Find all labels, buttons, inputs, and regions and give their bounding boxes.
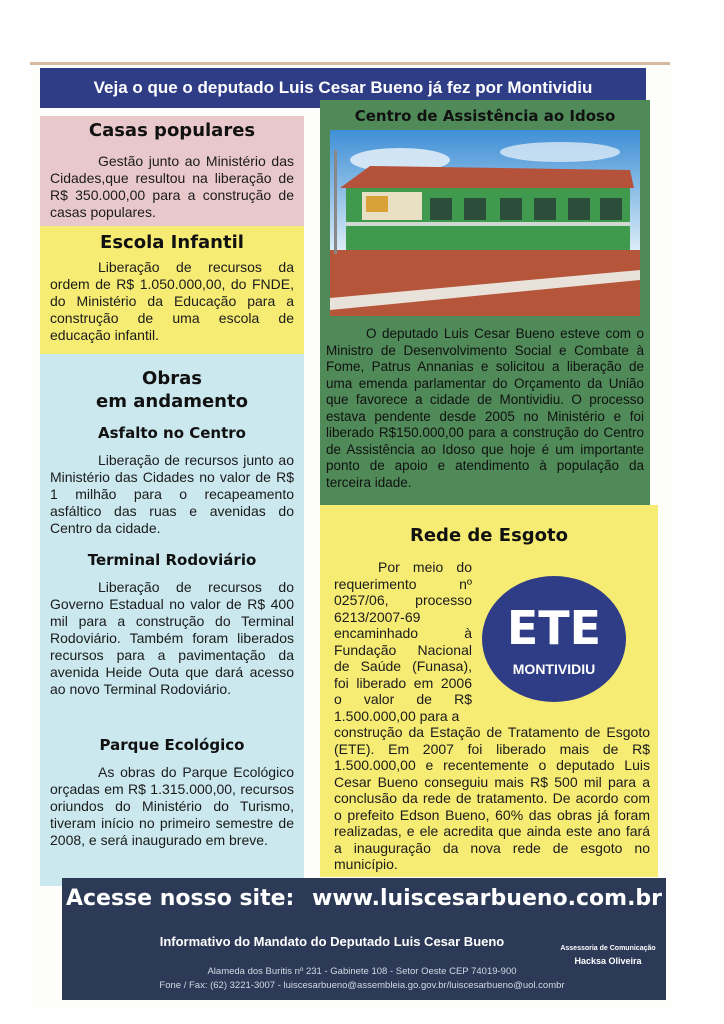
site-url[interactable]: www.luiscesarbueno.com.br bbox=[312, 886, 663, 911]
cloud bbox=[500, 142, 620, 162]
window bbox=[568, 198, 590, 220]
esgoto-title: Rede de Esgoto bbox=[409, 525, 569, 546]
obras-title-line2: em andamento bbox=[96, 391, 248, 412]
header-banner: Veja o que o deputado Luis Cesar Bueno já fez por Montividiu bbox=[40, 68, 646, 108]
obras-section bbox=[40, 354, 304, 886]
ete-logo-subtext: MONTIVIDIU bbox=[512, 661, 596, 677]
terminal-title: Terminal Rodoviário bbox=[87, 551, 257, 569]
idoso-text: O deputado Luis Cesar Bueno esteve com o Ministro de Desenvolvimento Social e Combate à Fome, Patrus Annanias e solicitou a liberação de uma emenda parlamentar do Orçamento da União que favorece a cidade de Montividiu. O processo estava pendente desde 2005 no Ministério e foi liberado R$150.000,00 para a construção do Centro de Assistência ao Idoso que hoje é um importante ponto de apoio e atendimento à população da terceira idade. bbox=[326, 326, 644, 490]
site-label: Acesse nosso site: bbox=[65, 886, 295, 911]
parque-text: As obras do Parque Ecológico orçadas em R$ 1.315.000,00, recursos oriundos do Ministério do Turismo, tiveram início no primeiro semestre de 2008, e será inaugurado em breve. bbox=[50, 764, 294, 848]
window bbox=[600, 198, 622, 220]
terminal-text: Liberação de recursos do Governo Estadual no valor de R$ 400 mil para a construção do Terminal Rodoviário. Também foram liberados recursos para a pavimentação da avenida Heide Outa que dará acesso ao novo Terminal Rodoviário. bbox=[50, 579, 294, 697]
assessoria-name: Hacksa Oliveira bbox=[574, 956, 642, 966]
parque-title: Parque Ecológico bbox=[99, 736, 245, 754]
site-line bbox=[62, 886, 666, 911]
footer bbox=[62, 878, 666, 1000]
casas-populares-section bbox=[40, 116, 304, 226]
asfalto-title: Asfalto no Centro bbox=[98, 424, 246, 442]
sign-panel bbox=[366, 196, 388, 212]
idoso-title: Centro de Assistência ao Idoso bbox=[354, 107, 616, 125]
contact-text: Fone / Fax: (62) 3221-3007 - luiscesarbueno@assembleia.go.gov.br/luiscesarbueno@uol.combr bbox=[159, 980, 565, 991]
informativo-text: Informativo do Mandato do Deputado Luis Cesar Bueno bbox=[159, 934, 505, 949]
address-text: Alameda dos Buritis nº 231 - Gabinete 108 - Setor Oeste CEP 74019-900 bbox=[207, 966, 517, 977]
window bbox=[430, 198, 452, 220]
window bbox=[500, 198, 522, 220]
esgoto-text-wide: construção da Estação de Tratamento de Esgoto (ETE). Em 2007 foi liberado mais de R$ 1.500.000,00 e recentemente o deputado Luis Cesar Bueno conseguiu mais R$ 500 mil para a conclusão da rede de tratamento. De acordo com o prefeito Edson Bueno, 60% das obras já foram realizadas, e ele acredita que ainda este ano fará a inauguração da nova rede de esgoto no município. bbox=[334, 724, 650, 872]
railing bbox=[346, 222, 630, 226]
escola-text: Liberação de recursos da ordem de R$ 1.050.000,00, do FNDE, do Ministério da Educação para a construção de uma escola de educação infantil. bbox=[50, 259, 294, 343]
ete-logo bbox=[480, 574, 628, 704]
obras-title-line1: Obras bbox=[142, 368, 202, 389]
pole bbox=[334, 150, 337, 254]
window bbox=[534, 198, 556, 220]
assessoria-label: Assessoria de Comunicação bbox=[560, 945, 656, 952]
window bbox=[464, 198, 486, 220]
escola-title: Escola Infantil bbox=[100, 232, 244, 253]
asfalto-text: Liberação de recursos junto ao Ministério das Cidades no valor de R$ 1 milhão para o recapeamento asfáltico das ruas e avenidas do Centro da cidade. bbox=[50, 452, 294, 536]
casas-title: Casas populares bbox=[88, 120, 256, 141]
esgoto-text-narrow: Por meio do requerimento nº 0257/06, processo 6213/2007-69 encaminhado à Fundação Nacional de Saúde (Funasa), foi liberado em 2006 o valor de R$ 1.500.000,00 para a bbox=[334, 559, 472, 724]
centro-idoso-photo bbox=[330, 130, 640, 316]
escola-infantil-section bbox=[40, 226, 304, 354]
casas-text: Gestão junto ao Ministério das Cidades,que resultou na liberação de R$ 350.000,00 para a construção de casas populares. bbox=[50, 153, 294, 220]
top-divider bbox=[30, 62, 670, 65]
ete-logo-text: ETE bbox=[506, 601, 602, 655]
